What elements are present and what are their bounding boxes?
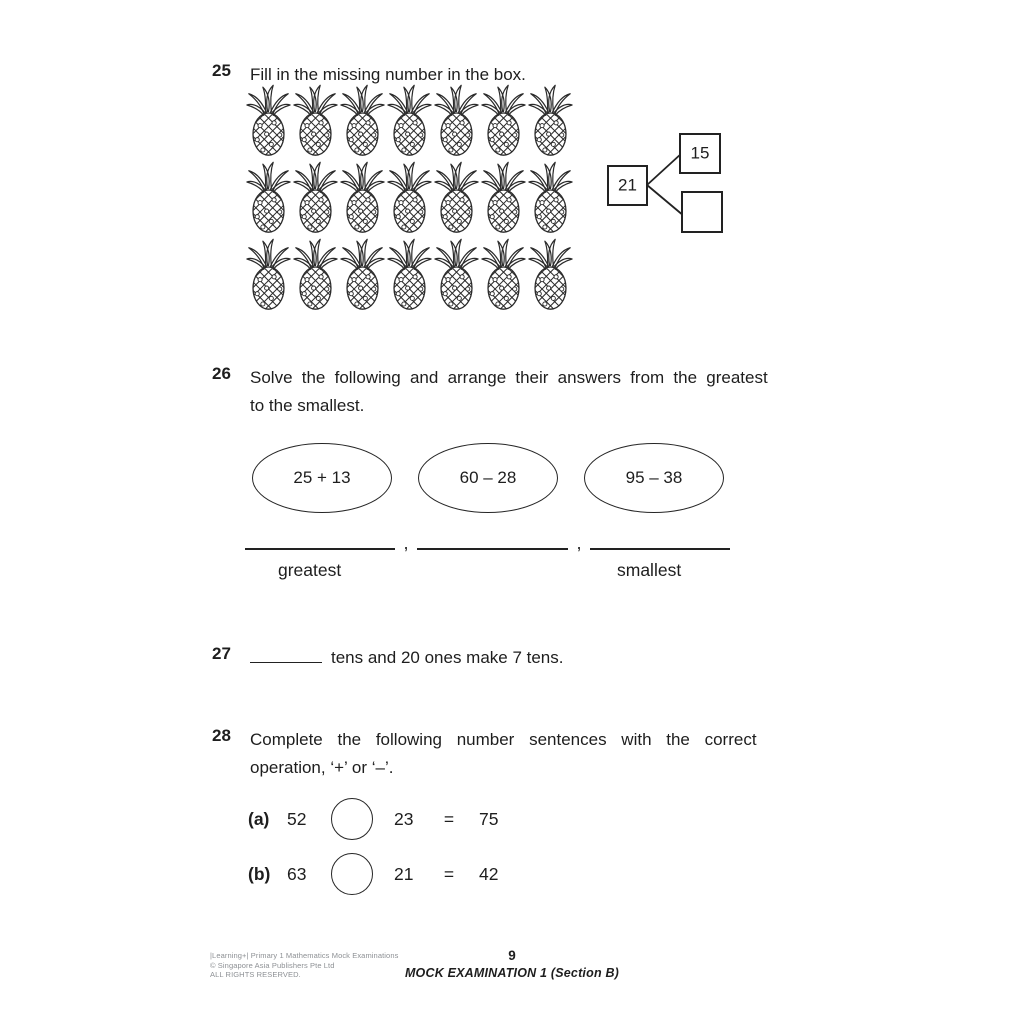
pineapple-icon (340, 237, 385, 311)
pineapple-icon (434, 83, 479, 157)
imprint-line-1: |Learning+| Primary 1 Mathematics Mock Examinations (210, 951, 399, 960)
pineapple-icon (246, 237, 291, 311)
bond-line (647, 185, 684, 216)
pineapple-icon (246, 160, 291, 234)
pineapple-grid (246, 83, 575, 314)
footer-center (0, 948, 1024, 980)
pineapple-icon (246, 83, 291, 157)
imprint-line-3: ALL RIGHTS RESERVED. (210, 970, 301, 979)
comma-separator: , (576, 533, 582, 553)
pineapple-icon (293, 83, 338, 157)
answer-blank-3[interactable] (590, 537, 730, 550)
expression-text: 25 + 13 (293, 468, 351, 487)
answer-blank-2[interactable] (417, 537, 568, 550)
operand-right: 23 (394, 808, 414, 829)
footer-section-title: MOCK EXAMINATION 1 (Section B) (404, 966, 620, 980)
expression-ovals (252, 443, 724, 513)
question-26-heading (212, 364, 810, 420)
pineapple-icon (528, 160, 573, 234)
question-text: tens and 20 ones make 7 tens. (331, 648, 564, 667)
operand-right: 21 (394, 863, 414, 884)
pineapple-icon (293, 237, 338, 311)
pineapple-icon (434, 237, 479, 311)
pineapple-icon (387, 83, 432, 157)
result-value: 42 (479, 863, 499, 884)
expression-text: 95 – 38 (625, 468, 683, 487)
number-sentence-b (248, 852, 498, 896)
greatest-label: greatest (278, 560, 342, 580)
answer-blank-1[interactable] (245, 537, 395, 550)
result-value: 75 (479, 808, 499, 829)
question-number: 28 (212, 726, 231, 745)
smallest-label: smallest (617, 560, 682, 580)
pineapple-icon (528, 83, 573, 157)
number-sentence-a (248, 797, 498, 841)
question-number: 27 (212, 644, 231, 663)
bond-line (647, 153, 682, 185)
expression-text: 60 – 28 (459, 468, 517, 487)
part-label: (a) (248, 808, 270, 829)
q27-answer-blank[interactable] (250, 646, 322, 663)
pineapple-icon (481, 160, 526, 234)
equals-sign: = (443, 808, 455, 829)
question-number: 25 (212, 61, 231, 80)
part-label: (b) (248, 863, 271, 884)
pineapple-icon (481, 237, 526, 311)
pineapple-icon (434, 160, 479, 234)
pineapple-icon (481, 83, 526, 157)
question-text-line2: to the smallest. (250, 396, 365, 415)
pineapple-icon (340, 160, 385, 234)
operand-left: 63 (287, 863, 307, 884)
pineapple-icon (293, 160, 338, 234)
question-27 (212, 644, 810, 672)
whole-value: 21 (618, 175, 637, 195)
comma-separator: , (403, 533, 409, 553)
operation-circle[interactable] (331, 853, 373, 895)
operation-circle[interactable] (331, 798, 373, 840)
pineapple-icon (387, 160, 432, 234)
part-value: 15 (690, 143, 710, 163)
page-number: 9 (508, 948, 516, 963)
imprint-line-2: © Singapore Asia Publishers Pte Ltd (210, 960, 335, 970)
equals-sign: = (443, 863, 455, 884)
question-text: Fill in the missing number in the box. (250, 65, 526, 84)
answer-box-empty[interactable] (682, 192, 722, 232)
number-sentences (248, 797, 498, 907)
expression-oval-1 (252, 443, 392, 513)
expression-oval-3 (584, 443, 724, 513)
number-bond-diagram (598, 126, 733, 238)
operand-left: 52 (287, 808, 307, 829)
question-text-line1: Complete the following number sentences with the correct (250, 730, 757, 749)
pineapple-icon (340, 83, 385, 157)
pineapple-icon (528, 237, 573, 311)
question-28-heading (212, 726, 810, 782)
answer-blanks (245, 533, 730, 553)
question-text-line1: Solve the following and arrange their answers from the greatest (250, 368, 768, 387)
pineapple-icon (387, 237, 432, 311)
expression-oval-2 (418, 443, 558, 513)
question-text-line2: operation, ‘+’ or ‘–’. (250, 758, 394, 777)
question-number: 26 (212, 364, 231, 383)
